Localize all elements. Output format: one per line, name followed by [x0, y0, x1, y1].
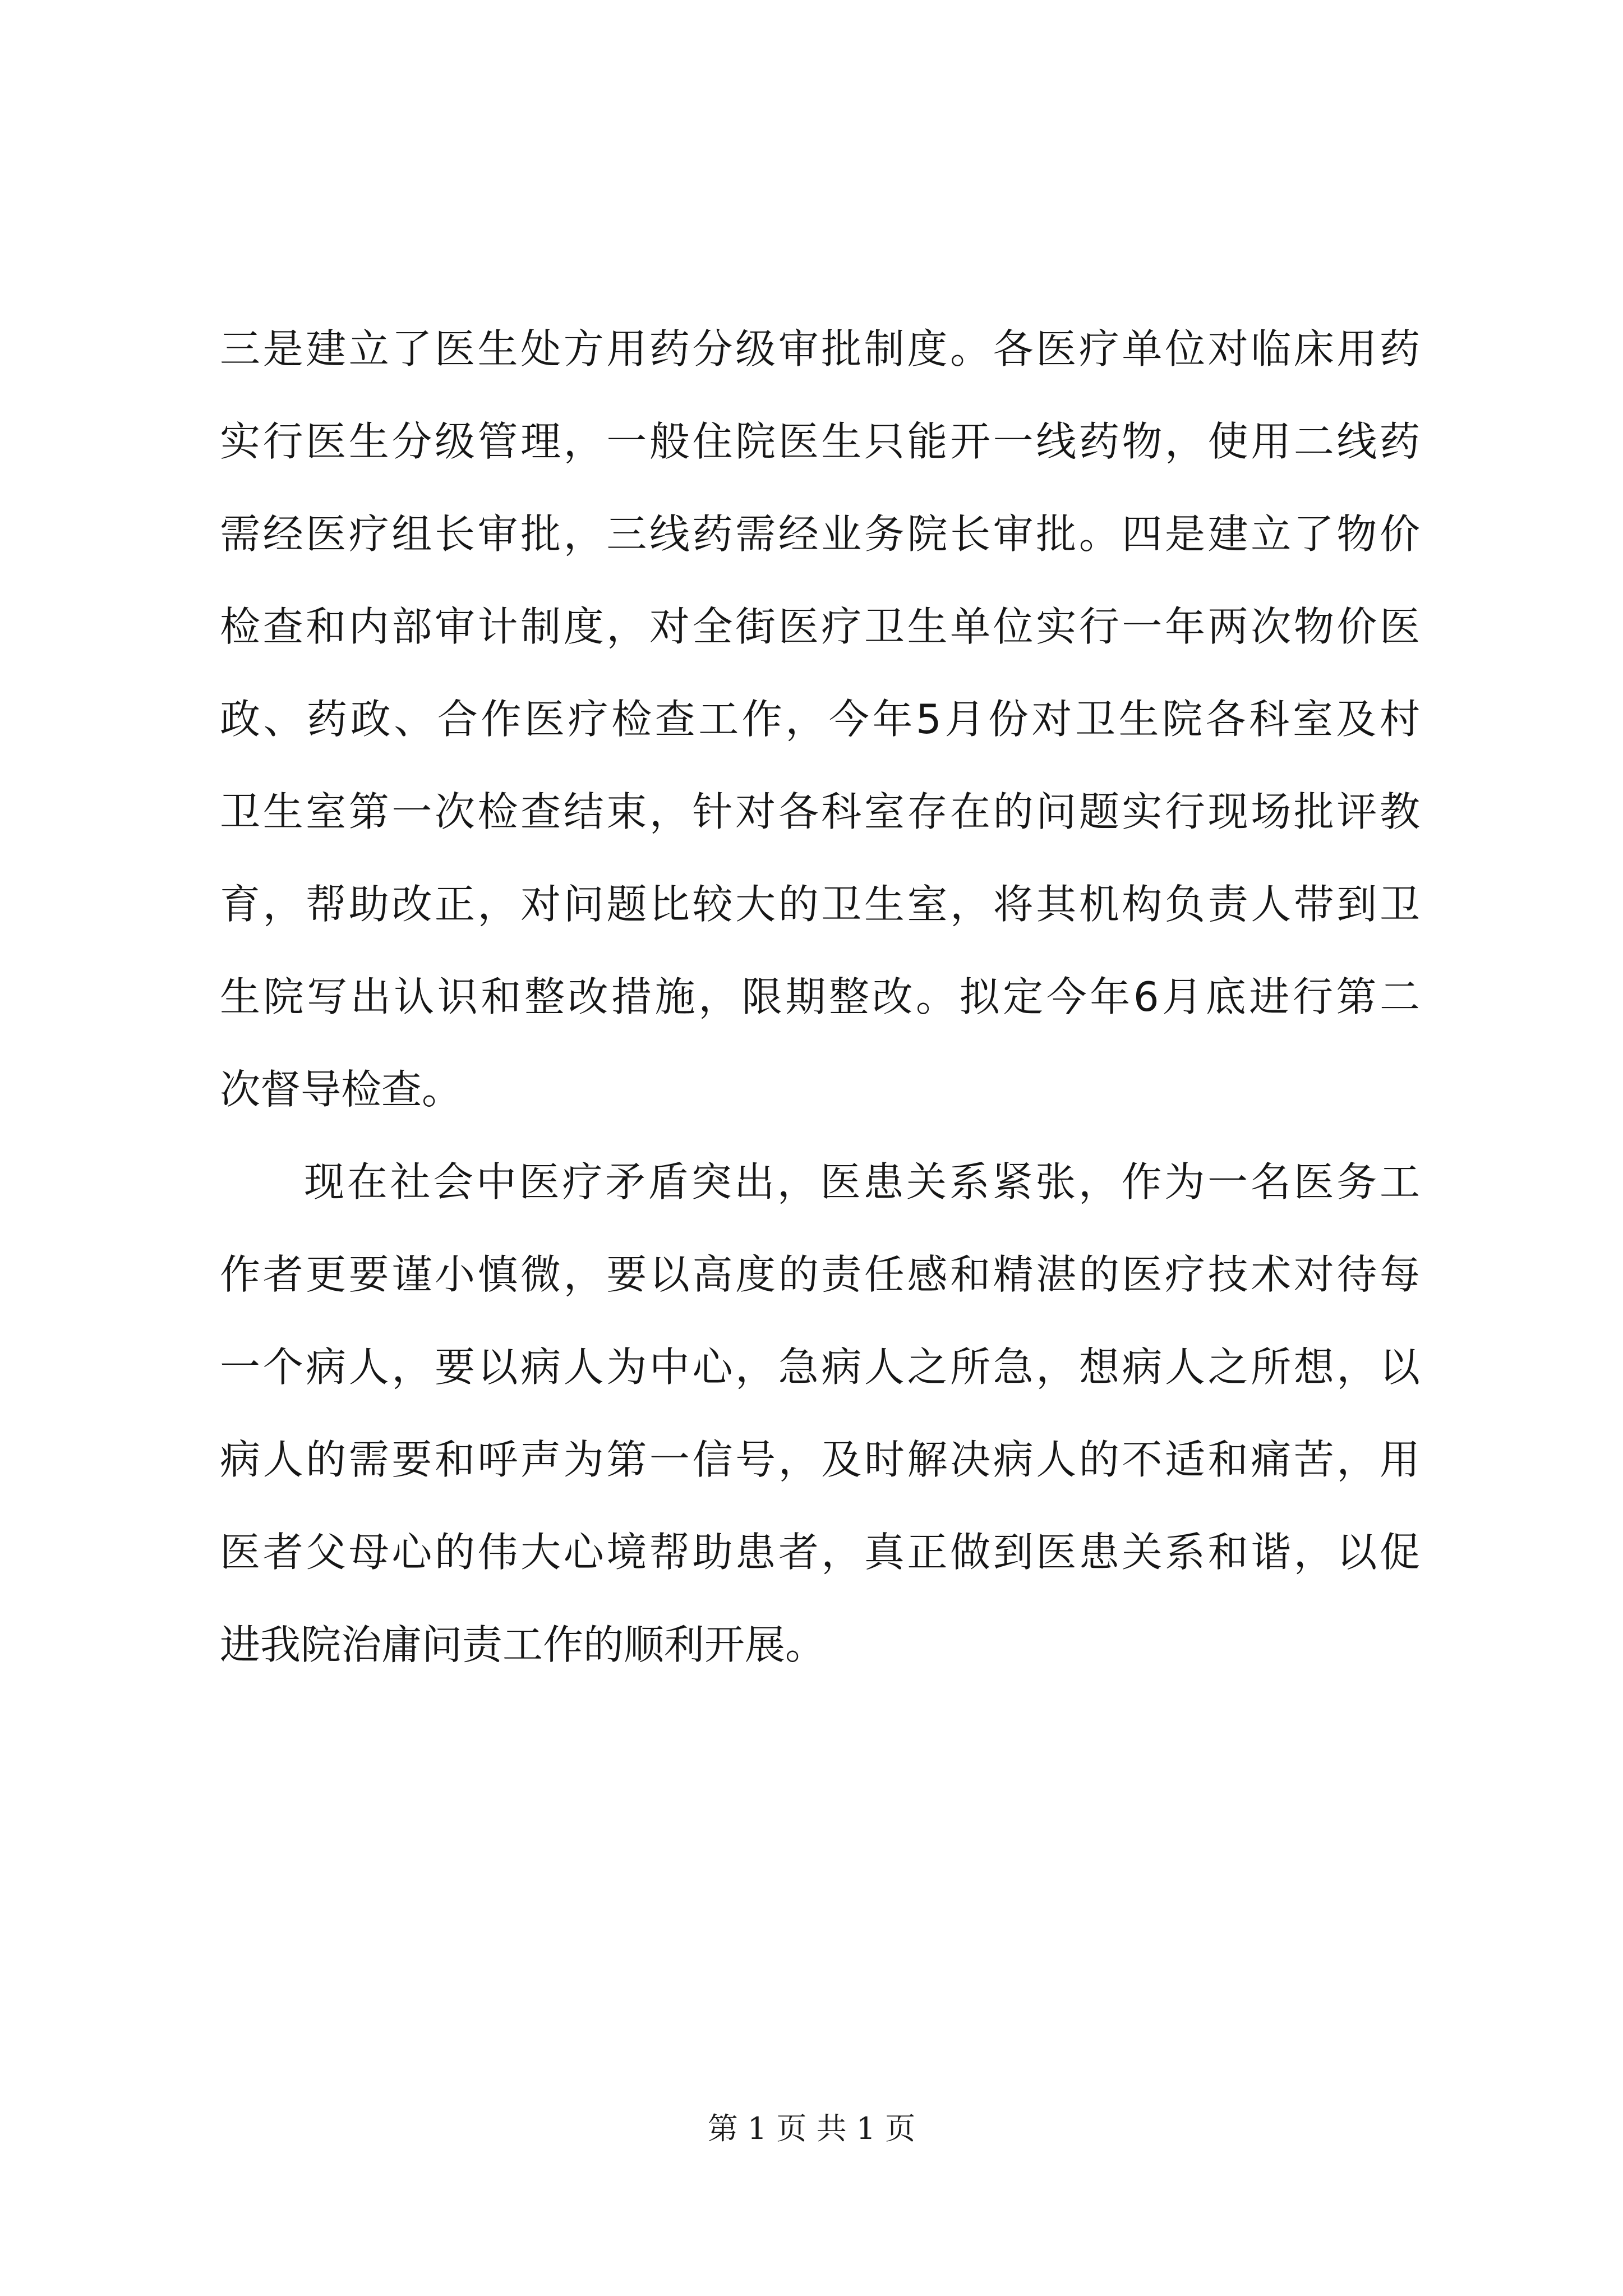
paragraph-1-line-8: 生院写出认识和整改措施，限期整改。拟定今年6月底进行第二: [220, 973, 1420, 1020]
paragraph-2-line-5: 医者父母心的伟大心境帮助患者，真正做到医患关系和谐，以促: [220, 1529, 1420, 1576]
paragraph-1: [220, 303, 1420, 1136]
paragraph-2-line-6: 进我院治庸问责工作的顺利开展。: [220, 1621, 826, 1668]
paragraph-2: [220, 1136, 1420, 1691]
page-footer: [0, 2109, 1623, 2148]
page-number-label: 第 1 页 共 1 页: [707, 2111, 916, 2146]
paragraph-2-line-4: 病人的需要和呼声为第一信号，及时解决病人的不适和痛苦，用: [220, 1436, 1420, 1483]
paragraph-1-line-5: 政、药政、合作医疗检查工作，今年5月份对卫生院各科室及村: [220, 696, 1420, 743]
paragraph-1-line-2: 实行医生分级管理，一般住院医生只能开一线药物，使用二线药: [220, 418, 1420, 465]
paragraph-1-line-6: 卫生室第一次检查结束，针对各科室存在的问题实行现场批评教: [220, 788, 1420, 835]
paragraph-1-line-3: 需经医疗组长审批，三线药需经业务院长审批。四是建立了物价: [220, 510, 1420, 558]
document-body: [220, 303, 1420, 1691]
paragraph-1-line-1: 三是建立了医生处方用药分级审批制度。各医疗单位对临床用药: [220, 325, 1420, 372]
paragraph-2-line-2: 作者更要谨小慎微，要以高度的责任感和精湛的医疗技术对待每: [220, 1251, 1420, 1298]
paragraph-1-line-9: 次督导检查。: [220, 1066, 463, 1113]
paragraph-2-line-1: 现在社会中医疗矛盾突出，医患关系紧张，作为一名医务工: [304, 1158, 1420, 1205]
paragraph-1-line-7: 育，帮助改正，对问题比较大的卫生室，将其机构负责人带到卫: [220, 881, 1420, 928]
paragraph-2-line-3: 一个病人，要以病人为中心，急病人之所急，想病人之所想，以: [220, 1343, 1420, 1391]
paragraph-1-line-4: 检查和内部审计制度，对全街医疗卫生单位实行一年两次物价医: [220, 603, 1420, 650]
